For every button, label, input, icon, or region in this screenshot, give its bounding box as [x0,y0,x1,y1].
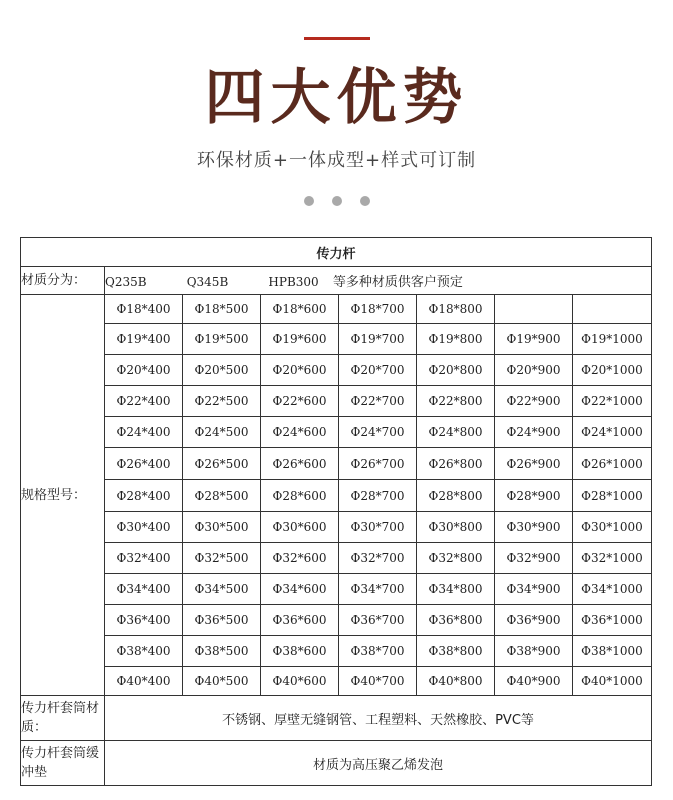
table-row [21,667,652,696]
accent-bar [304,37,370,40]
spec-cell: Φ38*400 [105,636,183,667]
spec-cell: Φ40*1000 [573,667,652,696]
spec-cell: Φ34*1000 [573,574,652,605]
spec-cell: Φ26*800 [417,448,495,480]
spec-cell: Φ26*500 [183,448,261,480]
spec-cell: Φ22*800 [417,386,495,417]
spec-cell: Φ40*400 [105,667,183,696]
spec-cell: Φ36*700 [339,605,417,636]
spec-cell: Φ20*900 [495,355,573,386]
table-row [21,355,652,386]
spec-cell: Φ36*1000 [573,605,652,636]
spec-cell [573,295,652,324]
spec-cell: Φ22*600 [261,386,339,417]
spec-cell: Φ26*1000 [573,448,652,480]
spec-cell: Φ19*900 [495,324,573,355]
spec-cell: Φ28*700 [339,480,417,512]
table-row [21,696,652,741]
table-title: 传力杆 [21,238,652,267]
spec-cell: Φ28*600 [261,480,339,512]
spec-cell: Φ20*400 [105,355,183,386]
table-row [21,480,652,512]
spec-cell: Φ28*400 [105,480,183,512]
spec-cell: Φ34*400 [105,574,183,605]
dots-divider [0,196,673,206]
spec-cell: Φ22*700 [339,386,417,417]
spec-cell: Φ38*800 [417,636,495,667]
spec-cell: Φ36*500 [183,605,261,636]
spec-cell: Φ30*700 [339,512,417,543]
spec-cell: Φ28*1000 [573,480,652,512]
spec-cell: Φ32*1000 [573,543,652,574]
spec-cell: Φ40*900 [495,667,573,696]
sleeve-label: 传力杆套筒材质： [21,696,105,741]
spec-cell: Φ32*500 [183,543,261,574]
spec-cell: Φ22*900 [495,386,573,417]
spec-cell [495,295,573,324]
spec-cell: Φ34*600 [261,574,339,605]
spec-cell: Φ32*800 [417,543,495,574]
table-row [21,324,652,355]
spec-cell: Φ30*800 [417,512,495,543]
table-row [21,295,652,324]
spec-cell: Φ19*600 [261,324,339,355]
spec-cell: Φ22*500 [183,386,261,417]
spec-cell: Φ18*500 [183,295,261,324]
spec-cell: Φ36*600 [261,605,339,636]
spec-cell: Φ38*700 [339,636,417,667]
material-item: Q235B [105,275,147,289]
table-row [21,512,652,543]
page-title: 四大优势 [204,63,469,133]
spec-cell: Φ36*800 [417,605,495,636]
spec-cell: Φ30*1000 [573,512,652,543]
spec-cell: Φ19*800 [417,324,495,355]
table-row [21,448,652,480]
spec-cell: Φ32*900 [495,543,573,574]
material-note: 等多种材质供客户预定 [332,275,463,290]
spec-cell: Φ38*500 [183,636,261,667]
spec-cell: Φ19*1000 [573,324,652,355]
spec-cell: Φ30*400 [105,512,183,543]
spec-cell: Φ18*600 [261,295,339,324]
spec-cell: Φ20*600 [261,355,339,386]
spec-cell: Φ26*600 [261,448,339,480]
spec-cell: Φ20*500 [183,355,261,386]
spec-cell: Φ40*500 [183,667,261,696]
table-row [21,543,652,574]
dot-icon [360,196,370,206]
spec-cell: Φ24*900 [495,417,573,448]
spec-cell: Φ36*900 [495,605,573,636]
spec-cell: Φ40*600 [261,667,339,696]
spec-cell: Φ40*700 [339,667,417,696]
spec-cell: Φ28*800 [417,480,495,512]
spec-cell: Φ34*900 [495,574,573,605]
material-label: 材质分为： [21,267,105,295]
spec-cell: Φ24*800 [417,417,495,448]
spec-cell: Φ24*1000 [573,417,652,448]
spec-cell: Φ28*500 [183,480,261,512]
dot-icon [332,196,342,206]
spec-cell: Φ24*700 [339,417,417,448]
spec-cell: Φ19*400 [105,324,183,355]
spec-cell: Φ18*700 [339,295,417,324]
spec-cell: Φ20*800 [417,355,495,386]
spec-cell: Φ24*400 [105,417,183,448]
spec-cell: Φ30*900 [495,512,573,543]
spec-cell: Φ26*900 [495,448,573,480]
spec-cell: Φ36*400 [105,605,183,636]
material-item: HPB300 [268,275,319,289]
table-row [21,605,652,636]
spec-cell: Φ18*800 [417,295,495,324]
spec-cell: Φ34*800 [417,574,495,605]
dot-icon [304,196,314,206]
sleeve-value: 不锈钢、厚壁无缝钢管、工程塑料、天然橡胶、PVC等 [105,696,652,741]
spec-cell: Φ32*600 [261,543,339,574]
spec-cell: Φ19*700 [339,324,417,355]
spec-table [20,237,652,786]
spec-cell: Φ40*800 [417,667,495,696]
spec-cell: Φ30*500 [183,512,261,543]
spec-cell: Φ32*400 [105,543,183,574]
material-options [105,267,652,295]
cushion-label: 传力杆套筒缓冲垫 [21,741,105,786]
page-subtitle: 环保材质+一体成型+样式可订制 [196,150,477,171]
material-item: Q345B [186,275,229,289]
spec-cell: Φ28*900 [495,480,573,512]
cushion-value: 材质为高压聚乙烯发泡 [105,741,652,786]
spec-label: 规格型号： [21,295,105,696]
spec-cell: Φ38*900 [495,636,573,667]
table-row [21,386,652,417]
spec-cell: Φ18*400 [105,295,183,324]
spec-cell: Φ19*500 [183,324,261,355]
spec-cell: Φ20*1000 [573,355,652,386]
spec-cell: Φ26*700 [339,448,417,480]
spec-cell: Φ30*600 [261,512,339,543]
spec-cell: Φ26*400 [105,448,183,480]
spec-cell: Φ34*500 [183,574,261,605]
spec-cell: Φ24*600 [261,417,339,448]
spec-cell: Φ32*700 [339,543,417,574]
table-row [21,636,652,667]
spec-cell: Φ20*700 [339,355,417,386]
table-row [21,417,652,448]
spec-cell: Φ24*500 [183,417,261,448]
table-row [21,574,652,605]
spec-cell: Φ38*1000 [573,636,652,667]
spec-cell: Φ34*700 [339,574,417,605]
spec-cell: Φ22*400 [105,386,183,417]
spec-cell: Φ38*600 [261,636,339,667]
spec-cell: Φ22*1000 [573,386,652,417]
table-row [21,741,652,786]
